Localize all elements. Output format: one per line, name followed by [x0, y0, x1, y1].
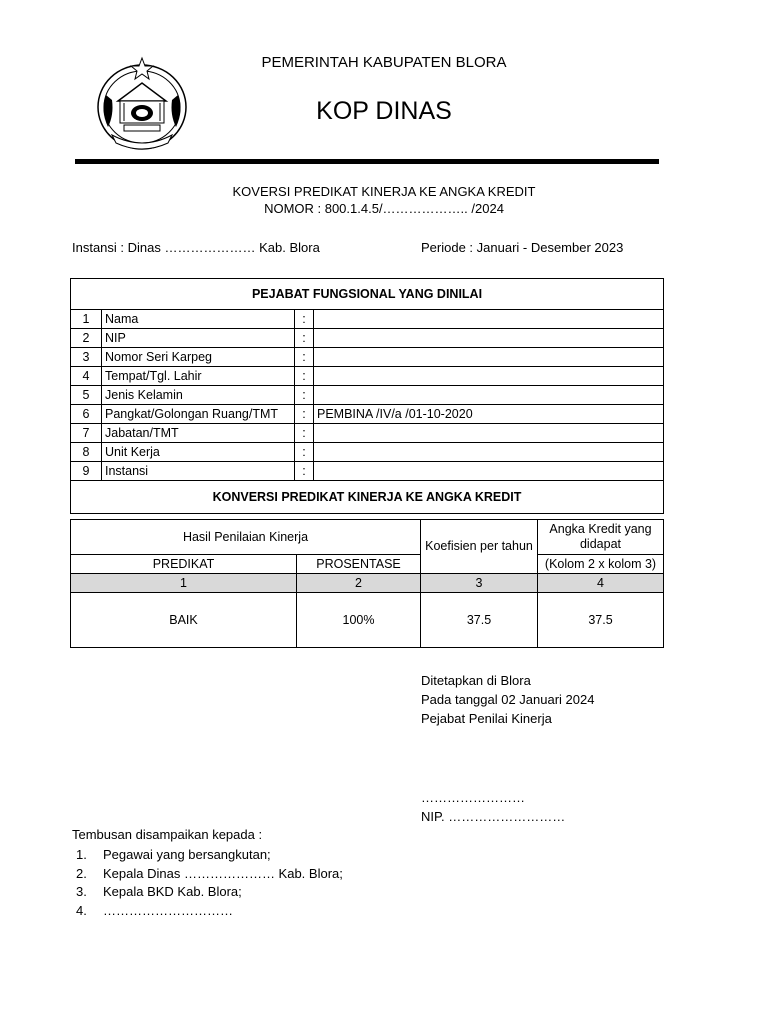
konversi-table	[70, 519, 664, 648]
row-number: 4	[71, 367, 102, 386]
row-label: Instansi	[102, 462, 295, 481]
row-separator: :	[295, 348, 314, 367]
row-number: 8	[71, 443, 102, 462]
row-value	[314, 443, 664, 462]
row-label: Tempat/Tgl. Lahir	[102, 367, 295, 386]
row-separator: :	[295, 386, 314, 405]
angka-kredit-value: 37.5	[538, 593, 664, 648]
angka-kredit-header: Angka Kredit yang didapat	[538, 520, 664, 555]
signature-nip: NIP. ………………………	[421, 809, 566, 824]
row-value	[314, 386, 664, 405]
table-row	[71, 443, 664, 462]
row-value	[314, 424, 664, 443]
list-item: 2. Kepala Dinas ………………… Kab. Blora;	[76, 865, 343, 881]
table-row	[71, 310, 664, 329]
document-number: NOMOR : 800.1.4.5/……………….. /2024	[264, 201, 504, 216]
row-label: Pangkat/Golongan Ruang/TMT	[102, 405, 295, 424]
koefisien-header: Koefisien per tahun	[421, 520, 538, 574]
kop-dinas-title: KOP DINAS	[316, 97, 452, 125]
table-row	[71, 367, 664, 386]
government-name: PEMERINTAH KABUPATEN BLORA	[261, 54, 507, 71]
row-value	[314, 310, 664, 329]
table-row	[71, 348, 664, 367]
list-item: 3. Kepala BKD Kab. Blora;	[76, 884, 242, 899]
row-number: 6	[71, 405, 102, 424]
tembusan-title: Tembusan disampaikan kepada :	[72, 827, 263, 842]
section-header-konversi: KONVERSI PREDIKAT KINERJA KE ANGKA KREDIT	[71, 481, 664, 514]
row-label: Jabatan/TMT	[102, 424, 295, 443]
row-separator: :	[295, 367, 314, 386]
row-separator: :	[295, 329, 314, 348]
row-number: 5	[71, 386, 102, 405]
signature-name: ……………………	[421, 790, 525, 805]
predikat-value: BAIK	[71, 593, 297, 648]
row-label: Nomor Seri Karpeg	[102, 348, 295, 367]
row-number: 3	[71, 348, 102, 367]
table-row	[71, 462, 664, 481]
row-number: 1	[71, 310, 102, 329]
row-label: Unit Kerja	[102, 443, 295, 462]
signature-date: Pada tanggal 02 Januari 2024	[421, 692, 595, 707]
section-header-pejabat: PEJABAT FUNGSIONAL YANG DINILAI	[71, 279, 664, 310]
document-title: KOVERSI PREDIKAT KINERJA KE ANGKA KREDIT	[232, 184, 536, 199]
row-label: NIP	[102, 329, 295, 348]
column-number: 4	[538, 574, 664, 593]
table-row	[71, 386, 664, 405]
periode-field: Periode : Januari - Desember 2023	[421, 240, 624, 255]
row-label: Nama	[102, 310, 295, 329]
table-row	[71, 329, 664, 348]
row-separator: :	[295, 462, 314, 481]
koefisien-value: 37.5	[421, 593, 538, 648]
row-separator: :	[295, 424, 314, 443]
signature-role: Pejabat Penilai Kinerja	[421, 711, 552, 726]
row-label: Jenis Kelamin	[102, 386, 295, 405]
row-value: PEMBINA /IV/a /01-10-2020	[314, 405, 664, 424]
hasil-penilaian-header: Hasil Penilaian Kinerja	[71, 520, 421, 555]
instansi-field: Instansi : Dinas ………………… Kab. Blora	[72, 240, 320, 255]
row-number: 9	[71, 462, 102, 481]
prosentase-header: PROSENTASE	[297, 555, 421, 574]
row-value	[314, 329, 664, 348]
signature-place: Ditetapkan di Blora	[421, 673, 531, 688]
predikat-header: PREDIKAT	[71, 555, 297, 574]
list-item: 1. Pegawai yang bersangkutan;	[76, 847, 271, 862]
list-item: 4. …………………………	[76, 902, 233, 918]
row-value	[314, 462, 664, 481]
row-number: 7	[71, 424, 102, 443]
table-row	[71, 424, 664, 443]
letterhead-divider	[75, 159, 659, 164]
row-number: 2	[71, 329, 102, 348]
prosentase-value: 100%	[297, 593, 421, 648]
row-separator: :	[295, 310, 314, 329]
row-value	[314, 348, 664, 367]
row-separator: :	[295, 405, 314, 424]
column-number: 2	[297, 574, 421, 593]
conversion-table	[70, 278, 664, 514]
table-row	[71, 405, 664, 424]
tembusan-list	[76, 846, 343, 920]
column-number: 3	[421, 574, 538, 593]
row-value	[314, 367, 664, 386]
kolom-formula-header: (Kolom 2 x kolom 3)	[538, 555, 664, 574]
column-number: 1	[71, 574, 297, 593]
row-separator: :	[295, 443, 314, 462]
